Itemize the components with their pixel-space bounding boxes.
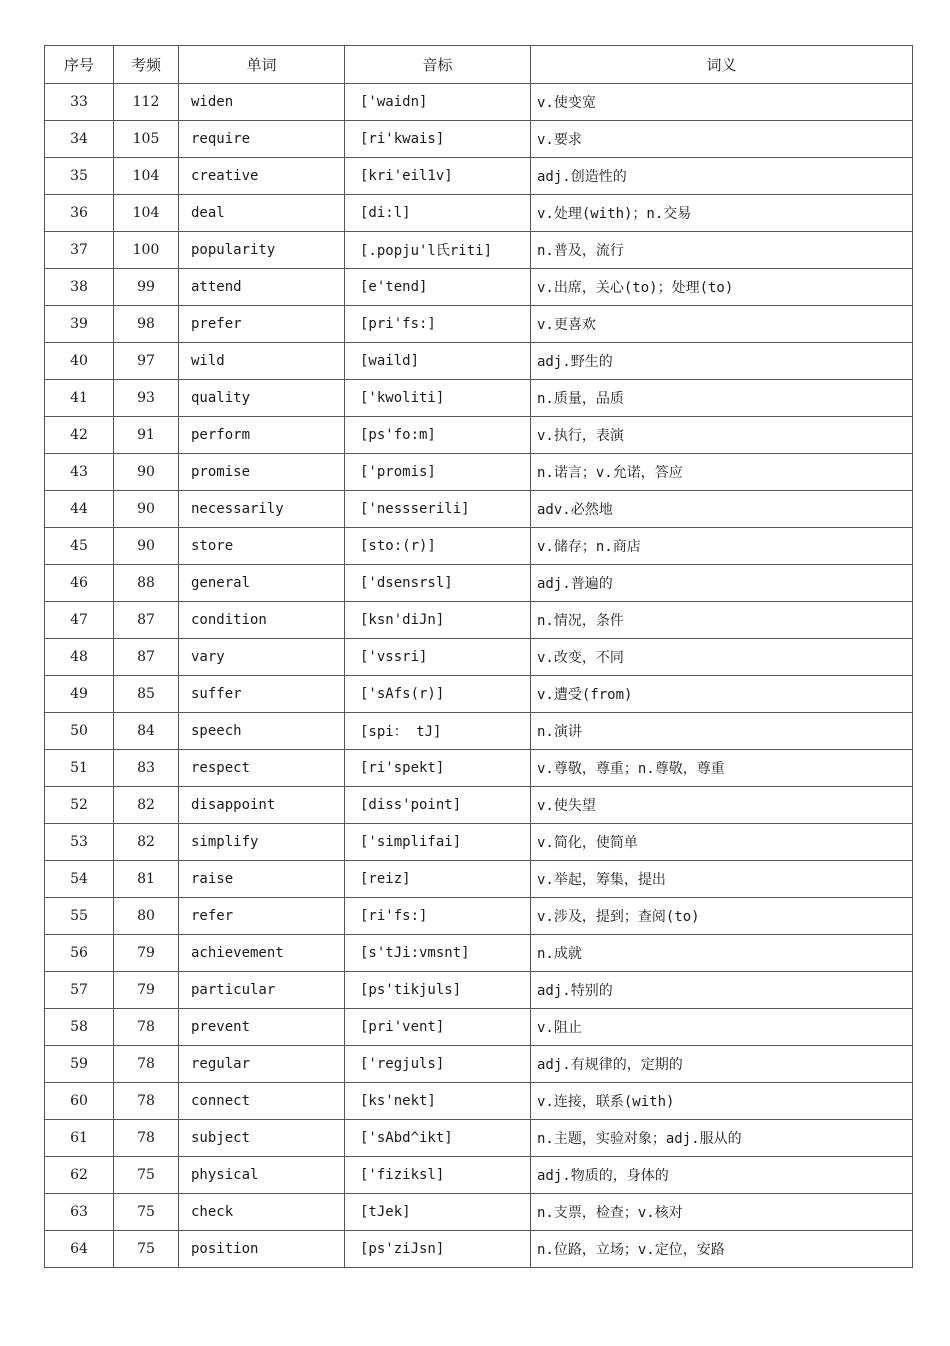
cell-word: popularity — [179, 232, 345, 269]
cell-meaning: v.改变，不同 — [531, 639, 913, 676]
table-row — [45, 195, 913, 232]
cell-phonetic: [tJek] — [345, 1194, 531, 1231]
cell-number: 50 — [45, 713, 114, 750]
cell-phonetic: [.popju'l氏riti] — [345, 232, 531, 269]
cell-number: 46 — [45, 565, 114, 602]
cell-phonetic: ['vssri] — [345, 639, 531, 676]
cell-meaning: n.位路，立场；v.定位，安路 — [531, 1231, 913, 1268]
table-row — [45, 380, 913, 417]
cell-meaning: n.普及，流行 — [531, 232, 913, 269]
table-row — [45, 1231, 913, 1268]
cell-meaning: n.主题，实验对象；adj.服从的 — [531, 1120, 913, 1157]
cell-word: general — [179, 565, 345, 602]
cell-meaning: adv.必然地 — [531, 491, 913, 528]
cell-word: achievement — [179, 935, 345, 972]
cell-phonetic: ['promis] — [345, 454, 531, 491]
cell-meaning: v.使变宽 — [531, 84, 913, 121]
cell-word: suffer — [179, 676, 345, 713]
cell-phonetic: ['nessserili] — [345, 491, 531, 528]
cell-phonetic: [spi： tJ] — [345, 713, 531, 750]
cell-phonetic: [ri'spekt] — [345, 750, 531, 787]
cell-word: speech — [179, 713, 345, 750]
cell-number: 39 — [45, 306, 114, 343]
cell-number: 36 — [45, 195, 114, 232]
table-row — [45, 343, 913, 380]
cell-phonetic: [ksn'diJn] — [345, 602, 531, 639]
cell-meaning: v.要求 — [531, 121, 913, 158]
table-row — [45, 602, 913, 639]
table-row — [45, 676, 913, 713]
cell-phonetic: [ps'fo:m] — [345, 417, 531, 454]
cell-number: 51 — [45, 750, 114, 787]
cell-phonetic: [reiz] — [345, 861, 531, 898]
cell-number: 52 — [45, 787, 114, 824]
cell-number: 47 — [45, 602, 114, 639]
cell-phonetic: [sto:(r)] — [345, 528, 531, 565]
cell-meaning: v.阻止 — [531, 1009, 913, 1046]
cell-number: 41 — [45, 380, 114, 417]
cell-frequency: 81 — [114, 861, 179, 898]
cell-meaning: adj.普遍的 — [531, 565, 913, 602]
cell-frequency: 75 — [114, 1194, 179, 1231]
cell-phonetic: [diss'point] — [345, 787, 531, 824]
cell-phonetic: [waild] — [345, 343, 531, 380]
cell-word: particular — [179, 972, 345, 1009]
cell-phonetic: [di:l] — [345, 195, 531, 232]
cell-word: widen — [179, 84, 345, 121]
cell-phonetic: [kri'eil1v] — [345, 158, 531, 195]
cell-meaning: n.情况，条件 — [531, 602, 913, 639]
cell-number: 53 — [45, 824, 114, 861]
cell-word: condition — [179, 602, 345, 639]
cell-number: 57 — [45, 972, 114, 1009]
table-row — [45, 84, 913, 121]
table-row — [45, 306, 913, 343]
table-row — [45, 972, 913, 1009]
header-frequency: 考频 — [114, 46, 179, 84]
cell-frequency: 105 — [114, 121, 179, 158]
cell-phonetic: ['simplifai] — [345, 824, 531, 861]
cell-frequency: 90 — [114, 454, 179, 491]
cell-meaning: v.遭受(from) — [531, 676, 913, 713]
cell-frequency: 78 — [114, 1009, 179, 1046]
cell-phonetic: [ri'kwais] — [345, 121, 531, 158]
cell-phonetic: [ri'fs:] — [345, 898, 531, 935]
cell-frequency: 82 — [114, 824, 179, 861]
cell-frequency: 79 — [114, 972, 179, 1009]
table-row — [45, 639, 913, 676]
cell-frequency: 78 — [114, 1120, 179, 1157]
table-row — [45, 232, 913, 269]
cell-frequency: 104 — [114, 158, 179, 195]
table-row — [45, 935, 913, 972]
cell-word: respect — [179, 750, 345, 787]
cell-frequency: 84 — [114, 713, 179, 750]
cell-meaning: v.出席，关心(to)；处理(to) — [531, 269, 913, 306]
table-row — [45, 1083, 913, 1120]
cell-frequency: 87 — [114, 602, 179, 639]
cell-word: regular — [179, 1046, 345, 1083]
cell-frequency: 75 — [114, 1157, 179, 1194]
cell-phonetic: [ks'nekt] — [345, 1083, 531, 1120]
cell-number: 61 — [45, 1120, 114, 1157]
table-row — [45, 269, 913, 306]
table-row — [45, 1046, 913, 1083]
cell-word: store — [179, 528, 345, 565]
table-row — [45, 1120, 913, 1157]
cell-meaning: v.尊敬，尊重；n.尊敬，尊重 — [531, 750, 913, 787]
cell-meaning: v.更喜欢 — [531, 306, 913, 343]
table-row — [45, 824, 913, 861]
cell-number: 33 — [45, 84, 114, 121]
cell-word: deal — [179, 195, 345, 232]
table-row — [45, 1194, 913, 1231]
cell-frequency: 87 — [114, 639, 179, 676]
cell-word: require — [179, 121, 345, 158]
cell-frequency: 112 — [114, 84, 179, 121]
table-row — [45, 417, 913, 454]
cell-frequency: 80 — [114, 898, 179, 935]
cell-meaning: adj.特别的 — [531, 972, 913, 1009]
cell-word: connect — [179, 1083, 345, 1120]
cell-meaning: v.简化，使简单 — [531, 824, 913, 861]
cell-word: necessarily — [179, 491, 345, 528]
cell-number: 62 — [45, 1157, 114, 1194]
cell-word: perform — [179, 417, 345, 454]
cell-frequency: 91 — [114, 417, 179, 454]
cell-frequency: 78 — [114, 1083, 179, 1120]
cell-word: subject — [179, 1120, 345, 1157]
cell-meaning: n.支票，检查；v.核对 — [531, 1194, 913, 1231]
cell-meaning: v.举起，筹集，提出 — [531, 861, 913, 898]
cell-number: 60 — [45, 1083, 114, 1120]
cell-phonetic: [ps'tikjuls] — [345, 972, 531, 1009]
cell-phonetic: ['regjuls] — [345, 1046, 531, 1083]
cell-number: 44 — [45, 491, 114, 528]
cell-meaning: v.连接，联系(with) — [531, 1083, 913, 1120]
table-row — [45, 491, 913, 528]
cell-meaning: adj.有规律的，定期的 — [531, 1046, 913, 1083]
cell-word: vary — [179, 639, 345, 676]
table-row — [45, 454, 913, 491]
header-number: 序号 — [45, 46, 114, 84]
cell-frequency: 83 — [114, 750, 179, 787]
cell-word: physical — [179, 1157, 345, 1194]
cell-frequency: 90 — [114, 491, 179, 528]
cell-number: 42 — [45, 417, 114, 454]
cell-number: 38 — [45, 269, 114, 306]
cell-meaning: v.处理(with)；n.交易 — [531, 195, 913, 232]
table-header — [45, 46, 913, 84]
cell-frequency: 100 — [114, 232, 179, 269]
table-row — [45, 787, 913, 824]
table-row — [45, 1009, 913, 1046]
cell-frequency: 82 — [114, 787, 179, 824]
cell-number: 48 — [45, 639, 114, 676]
cell-word: raise — [179, 861, 345, 898]
cell-number: 56 — [45, 935, 114, 972]
cell-number: 49 — [45, 676, 114, 713]
cell-word: check — [179, 1194, 345, 1231]
cell-number: 35 — [45, 158, 114, 195]
table-row — [45, 528, 913, 565]
cell-meaning: n.成就 — [531, 935, 913, 972]
cell-word: promise — [179, 454, 345, 491]
cell-number: 64 — [45, 1231, 114, 1268]
cell-word: wild — [179, 343, 345, 380]
cell-phonetic: [s'tJi:vmsnt] — [345, 935, 531, 972]
cell-frequency: 98 — [114, 306, 179, 343]
cell-meaning: n.质量，品质 — [531, 380, 913, 417]
header-row — [45, 46, 913, 84]
cell-meaning: adj.野生的 — [531, 343, 913, 380]
cell-number: 37 — [45, 232, 114, 269]
cell-phonetic: ['sAbd^ikt] — [345, 1120, 531, 1157]
cell-meaning: adj.创造性的 — [531, 158, 913, 195]
cell-phonetic: [pri'fs:] — [345, 306, 531, 343]
cell-meaning: v.执行，表演 — [531, 417, 913, 454]
cell-frequency: 97 — [114, 343, 179, 380]
cell-number: 40 — [45, 343, 114, 380]
cell-number: 55 — [45, 898, 114, 935]
cell-frequency: 88 — [114, 565, 179, 602]
cell-word: simplify — [179, 824, 345, 861]
table-row — [45, 565, 913, 602]
table-row — [45, 750, 913, 787]
cell-word: prefer — [179, 306, 345, 343]
cell-frequency: 78 — [114, 1046, 179, 1083]
vocab-table — [44, 45, 913, 1268]
table-row — [45, 861, 913, 898]
cell-word: prevent — [179, 1009, 345, 1046]
cell-frequency: 79 — [114, 935, 179, 972]
cell-number: 58 — [45, 1009, 114, 1046]
cell-phonetic: ['kwoliti] — [345, 380, 531, 417]
header-meaning: 词义 — [531, 46, 913, 84]
cell-frequency: 90 — [114, 528, 179, 565]
header-phonetic: 音标 — [345, 46, 531, 84]
cell-meaning: adj.物质的，身体的 — [531, 1157, 913, 1194]
cell-number: 54 — [45, 861, 114, 898]
cell-phonetic: ['dsensrsl] — [345, 565, 531, 602]
cell-frequency: 85 — [114, 676, 179, 713]
cell-frequency: 93 — [114, 380, 179, 417]
cell-number: 34 — [45, 121, 114, 158]
cell-phonetic: ['sAfs(r)] — [345, 676, 531, 713]
cell-frequency: 75 — [114, 1231, 179, 1268]
cell-phonetic: ['waidn] — [345, 84, 531, 121]
cell-word: attend — [179, 269, 345, 306]
cell-word: quality — [179, 380, 345, 417]
cell-phonetic: ['fiziksl] — [345, 1157, 531, 1194]
cell-phonetic: [ps'ziJsn] — [345, 1231, 531, 1268]
table-body — [45, 84, 913, 1268]
cell-meaning: n.演讲 — [531, 713, 913, 750]
cell-number: 43 — [45, 454, 114, 491]
header-word: 单词 — [179, 46, 345, 84]
cell-word: disappoint — [179, 787, 345, 824]
cell-phonetic: [pri'vent] — [345, 1009, 531, 1046]
table-row — [45, 713, 913, 750]
table-row — [45, 121, 913, 158]
cell-meaning: n.诺言；v.允诺，答应 — [531, 454, 913, 491]
cell-phonetic: [e'tend] — [345, 269, 531, 306]
table-row — [45, 158, 913, 195]
cell-number: 63 — [45, 1194, 114, 1231]
cell-meaning: v.储存；n.商店 — [531, 528, 913, 565]
table-row — [45, 1157, 913, 1194]
cell-number: 45 — [45, 528, 114, 565]
table-row — [45, 898, 913, 935]
cell-frequency: 99 — [114, 269, 179, 306]
cell-meaning: v.涉及，提到；查阅(to) — [531, 898, 913, 935]
cell-meaning: v.使失望 — [531, 787, 913, 824]
cell-word: position — [179, 1231, 345, 1268]
cell-word: refer — [179, 898, 345, 935]
cell-number: 59 — [45, 1046, 114, 1083]
cell-frequency: 104 — [114, 195, 179, 232]
cell-word: creative — [179, 158, 345, 195]
